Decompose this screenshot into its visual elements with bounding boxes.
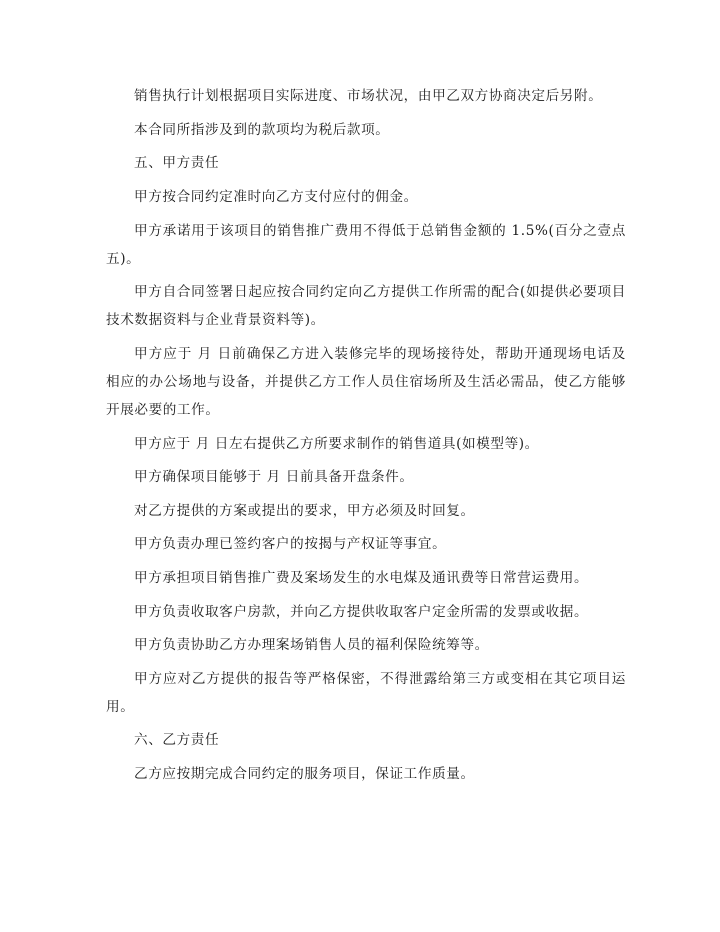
section-heading-party-a: 五、甲方责任 bbox=[134, 155, 220, 172]
paragraph-timely-reply: 对乙方提供的方案或提出的要求，甲方必须及时回复。 bbox=[134, 502, 475, 519]
paragraph-sales-props: 甲方应于 月 日左右提供乙方所要求制作的销售道具(如模型等)。 bbox=[134, 435, 539, 452]
paragraph-confidentiality: 甲方应对乙方提供的报告等严格保密，不得泄露给第三方或变相在其它项目运用。 bbox=[106, 670, 626, 715]
document-body bbox=[106, 82, 626, 794]
paragraph-welfare: 甲方负责协助乙方办理案场销售人员的福利保险统筹等。 bbox=[134, 637, 489, 654]
section-heading-party-b: 六、乙方责任 bbox=[134, 732, 220, 749]
paragraph-opening-conditions: 甲方确保项目能够于 月 日前具备开盘条件。 bbox=[134, 469, 414, 486]
paragraph-after-tax: 本合同所指涉及到的款项均为税后款项。 bbox=[134, 121, 390, 138]
paragraph-commission: 甲方按合同约定准时向乙方支付应付的佣金。 bbox=[134, 189, 418, 206]
paragraph-mortgage: 甲方负责办理已签约客户的按揭与产权证等事宜。 bbox=[134, 536, 447, 553]
paragraph-sales-plan: 销售执行计划根据项目实际进度、市场状况，由甲乙双方协商决定后另附。 bbox=[134, 88, 603, 104]
paragraph-promotion-cost: 甲方承诺用于该项目的销售推广费用不得低于总销售金额的 1.5%(百分之壹点五)。 bbox=[106, 222, 626, 267]
paragraph-cooperation: 甲方自合同签署日起应按合同约定向乙方提供工作所需的配合(如提供必要项目技术数据资料与企业背景资料等)。 bbox=[106, 284, 626, 329]
paragraph-service-quality: 乙方应按期完成合同约定的服务项目，保证工作质量。 bbox=[134, 766, 475, 783]
paragraph-operating-costs: 甲方承担项目销售推广费及案场发生的水电煤及通讯费等日常营运费用。 bbox=[134, 569, 589, 586]
paragraph-reception-site: 甲方应于 月 日前确保乙方进入装修完毕的现场接待处，帮助开通现场电话及相应的办公场地与设备，并提供乙方工作人员住宿场所及生活必需品，使乙方能够开展必要的工作。 bbox=[106, 345, 626, 418]
paragraph-payments: 甲方负责收取客户房款，并向乙方提供收取客户定金所需的发票或收据。 bbox=[134, 603, 589, 620]
